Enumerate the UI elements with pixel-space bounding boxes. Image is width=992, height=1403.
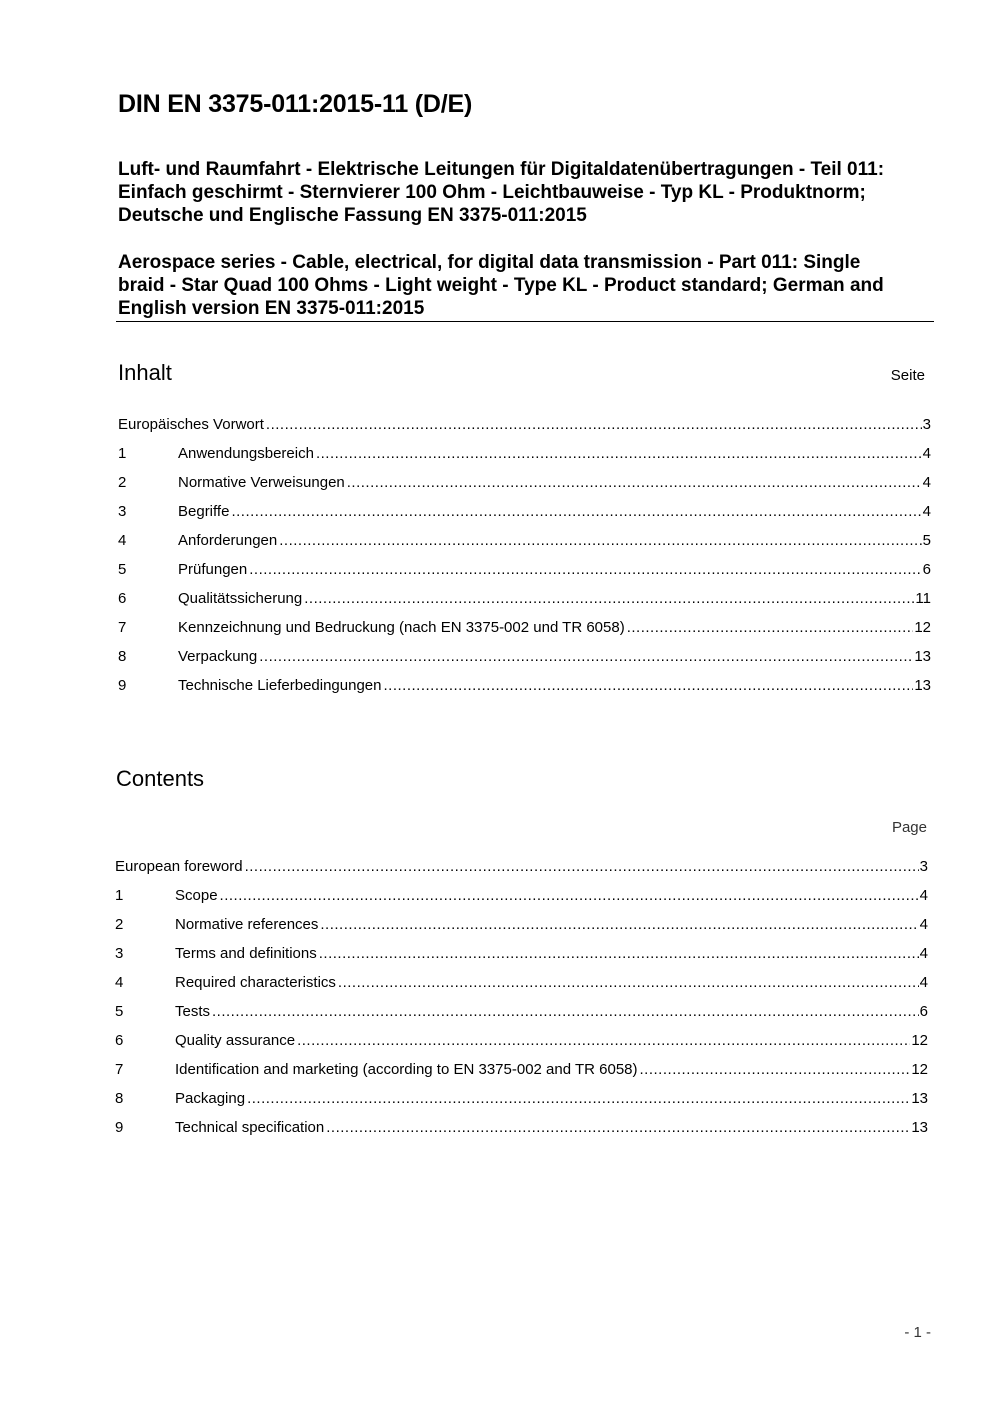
toc-entry-number: 4 (118, 532, 127, 549)
toc-entry-page: 13 (914, 677, 931, 694)
toc-entry-page: 12 (911, 1061, 928, 1078)
toc-entry-page: 12 (914, 619, 931, 636)
toc-entry-page: 13 (911, 1090, 928, 1107)
toc-heading-german: Inhalt (118, 360, 172, 385)
toc-entry-number: 3 (115, 945, 124, 962)
toc-entry-title: Qualitätssicherung (178, 590, 303, 607)
toc-entry-title: Europäisches Vorwort (118, 416, 264, 433)
toc-entry-page: 4 (922, 445, 931, 462)
toc-entry-page: 13 (911, 1119, 928, 1136)
toc-entry-number: 1 (115, 887, 124, 904)
toc-entry[interactable] (118, 589, 931, 618)
toc-entry[interactable] (115, 1118, 928, 1147)
toc-heading-english: Contents (116, 766, 205, 791)
toc-leader (319, 944, 919, 964)
toc-leader (320, 915, 918, 935)
title-line: Aerospace series - Cable, electrical, for digital data transmission - Part 011: Single (118, 252, 861, 273)
toc-entry-page: 11 (915, 590, 931, 607)
title-line: English version EN 3375-011:2015 (118, 298, 425, 319)
title-english (118, 251, 938, 320)
toc-entry-title: Verpackung (178, 648, 258, 665)
toc-entry-page: 4 (919, 916, 928, 933)
toc-entry-number: 4 (115, 974, 124, 991)
toc-leader (627, 618, 914, 638)
toc-entry[interactable] (115, 944, 928, 973)
toc-entry[interactable] (118, 444, 931, 473)
toc-entry-title: Begriffe (178, 503, 230, 520)
toc-entry-number: 9 (115, 1119, 124, 1136)
toc-entry-title: Anforderungen (178, 532, 278, 549)
toc-entry[interactable] (118, 560, 931, 589)
toc-entry-number: 8 (115, 1090, 124, 1107)
toc-entry-title: Normative Verweisungen (178, 474, 345, 491)
title-line: Luft- und Raumfahrt - Elektrische Leitungen für Digitaldatenübertragungen - Teil 011: (118, 159, 885, 180)
toc-entry-number: 6 (115, 1032, 124, 1049)
toc-entry-page: 4 (919, 887, 928, 904)
toc-english (115, 857, 928, 1147)
toc-leader (338, 973, 919, 993)
toc-entry-number: 7 (118, 619, 127, 636)
toc-entry-page: 6 (922, 561, 931, 578)
toc-entry-page: 4 (919, 974, 928, 991)
toc-leader (316, 444, 922, 464)
toc-entry-page: 3 (919, 858, 928, 875)
toc-entry-title: Required characteristics (175, 974, 336, 991)
toc-leader (304, 589, 914, 609)
toc-entry-number: 8 (118, 648, 127, 665)
toc-leader (347, 473, 922, 493)
toc-entry-title: Anwendungsbereich (178, 445, 314, 462)
toc-entry-title: European foreword (115, 858, 243, 875)
toc-entry[interactable] (115, 886, 928, 915)
toc-entry-page: 5 (922, 532, 931, 549)
page-column-label-german: Seite (890, 367, 925, 384)
toc-entry-page: 4 (922, 503, 931, 520)
toc-entry-number: 6 (118, 590, 127, 607)
toc-entry-page: 4 (919, 945, 928, 962)
toc-entry[interactable] (115, 1031, 928, 1060)
toc-entry-number: 1 (118, 445, 127, 462)
toc-leader (249, 560, 921, 580)
toc-entry[interactable] (115, 1060, 928, 1089)
toc-entry-title: Terms and definitions (175, 945, 317, 962)
toc-entry[interactable] (118, 676, 931, 705)
toc-leader (297, 1031, 910, 1051)
toc-entry-title: Identification and marketing (according to EN 3375-002 and TR 6058) (175, 1061, 638, 1078)
title-line: Einfach geschirmt - Sternvierer 100 Ohm - Leichtbauweise - Typ KL - Produktnorm; (118, 182, 866, 203)
toc-entry[interactable] (118, 473, 931, 502)
toc-entry-title: Packaging (175, 1090, 246, 1107)
toc-entry[interactable] (115, 915, 928, 944)
toc-entry-page: 12 (911, 1032, 928, 1049)
toc-leader (220, 886, 919, 906)
toc-entry-page: 3 (922, 416, 931, 433)
toc-entry-title: Prüfungen (178, 561, 248, 578)
toc-leader (259, 647, 913, 667)
toc-entry-page: 4 (922, 474, 931, 491)
title-german (118, 158, 938, 227)
toc-entry-number: 5 (115, 1003, 124, 1020)
toc-entry-title: Technische Lieferbedingungen (178, 677, 382, 694)
toc-entry-number: 3 (118, 503, 127, 520)
toc-leader (326, 1118, 910, 1138)
page-column-label-english: Page (891, 819, 927, 836)
toc-entry-number: 5 (118, 561, 127, 578)
toc-entry-title: Tests (175, 1003, 211, 1020)
toc-entry[interactable] (118, 502, 931, 531)
toc-entry[interactable] (118, 415, 931, 444)
toc-entry[interactable] (115, 1002, 928, 1031)
footer-page-number: - 1 - (904, 1324, 931, 1341)
toc-entry-page: 13 (914, 648, 931, 665)
toc-entry-title: Scope (175, 887, 218, 904)
toc-entry-number: 2 (118, 474, 127, 491)
toc-entry[interactable] (115, 1089, 928, 1118)
toc-entry[interactable] (118, 618, 931, 647)
toc-entry[interactable] (115, 973, 928, 1002)
toc-entry-title: Technical specification (175, 1119, 325, 1136)
toc-entry-number: 9 (118, 677, 127, 694)
toc-entry-number: 7 (115, 1061, 124, 1078)
toc-leader (279, 531, 921, 551)
toc-leader (266, 415, 922, 435)
title-line: braid - Star Quad 100 Ohms - Light weight - Type KL - Product standard; German and (118, 275, 884, 296)
toc-leader (247, 1089, 910, 1109)
toc-leader (231, 502, 921, 522)
toc-entry-page: 6 (919, 1003, 928, 1020)
toc-leader (245, 857, 919, 877)
toc-leader (212, 1002, 919, 1022)
toc-entry[interactable] (115, 857, 928, 886)
title-divider (116, 321, 934, 322)
toc-entry-title: Kennzeichnung und Bedruckung (nach EN 3375-002 und TR 6058) (178, 619, 625, 636)
toc-leader (384, 676, 914, 696)
toc-leader (640, 1060, 911, 1080)
toc-german (118, 415, 931, 705)
title-line: Deutsche und Englische Fassung EN 3375-011:2015 (118, 205, 587, 226)
toc-entry-number: 2 (115, 916, 124, 933)
document-id: DIN EN 3375-011:2015-11 (D/E) (118, 90, 473, 118)
toc-entry-title: Normative references (175, 916, 319, 933)
toc-entry[interactable] (118, 531, 931, 560)
toc-entry[interactable] (118, 647, 931, 676)
toc-entry-title: Quality assurance (175, 1032, 296, 1049)
